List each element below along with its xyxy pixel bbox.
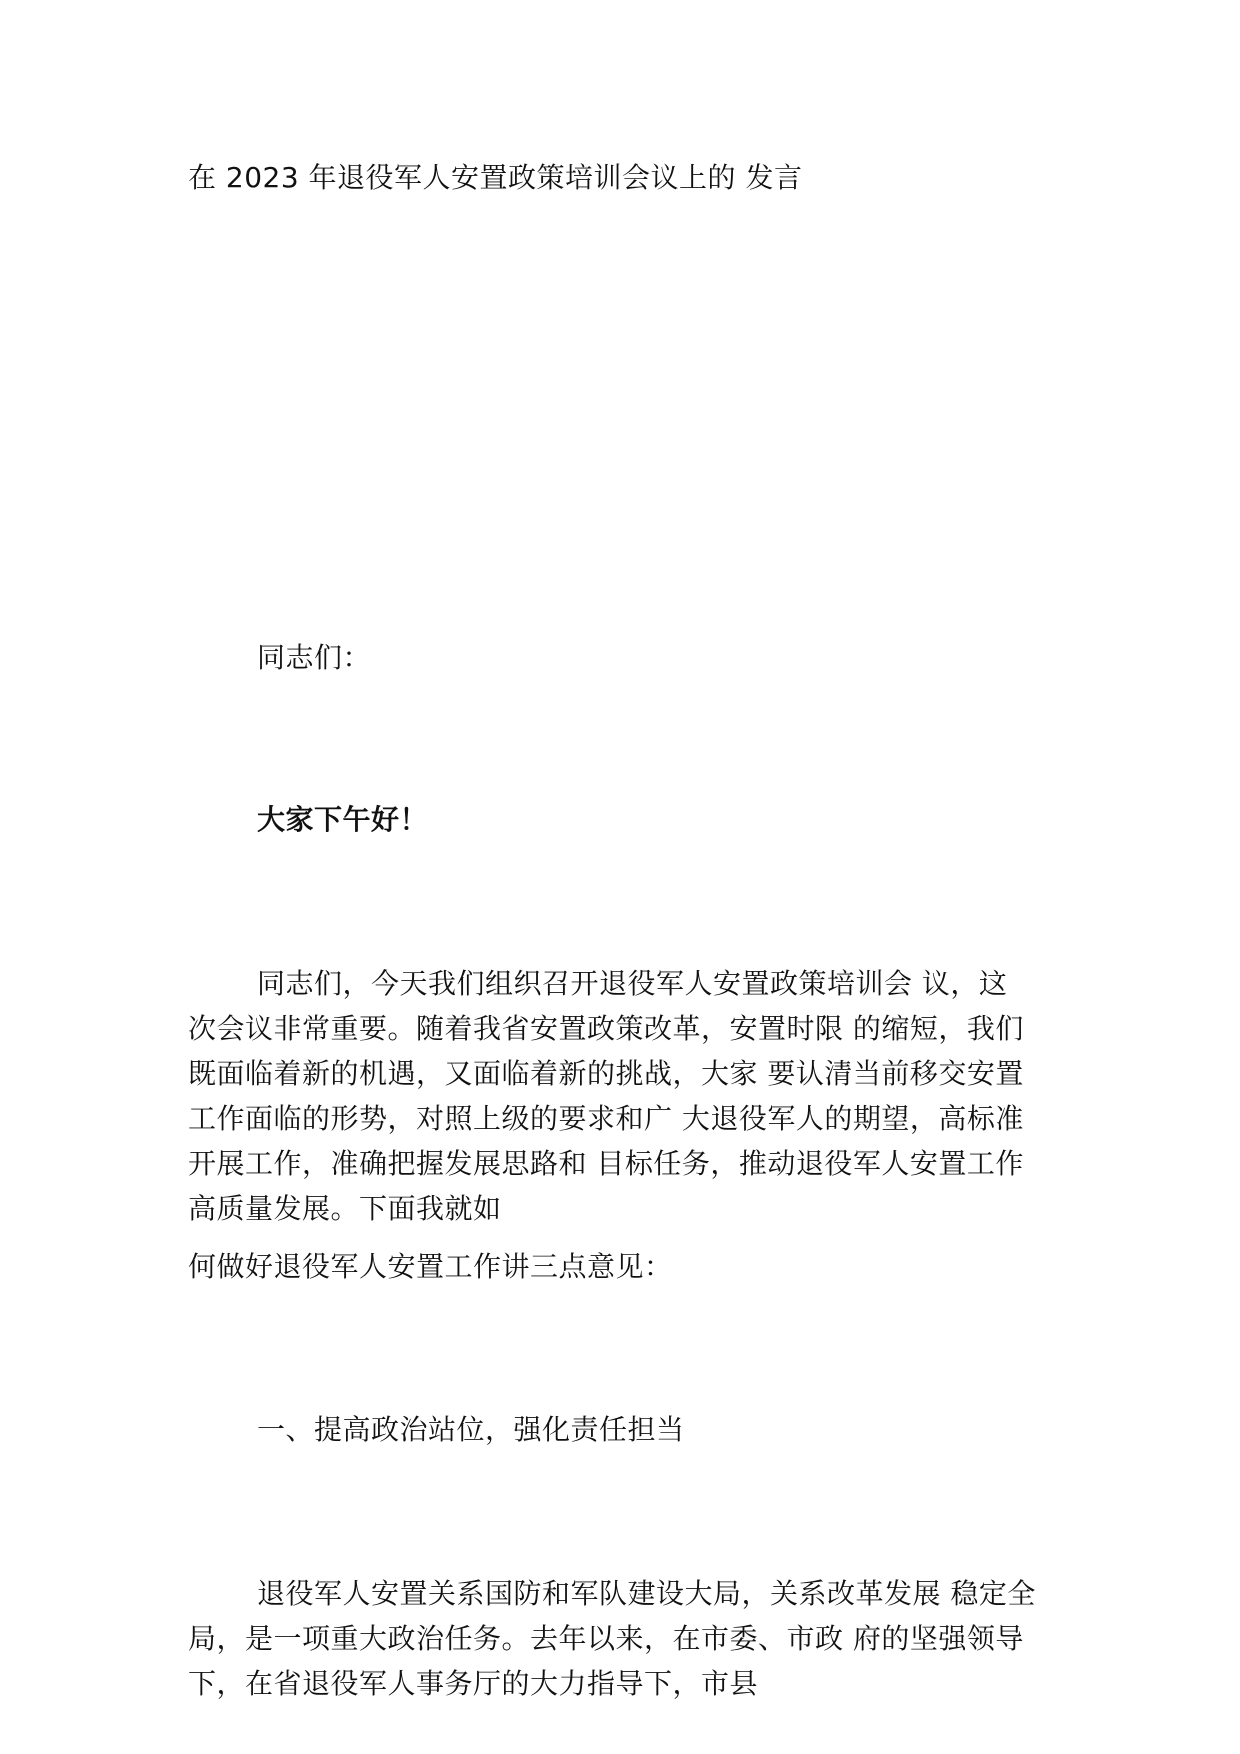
paragraph-line: 下，在省退役军人事务厅的大力指导下，市县 (188, 1667, 759, 1700)
paragraph-line: 退役军人安置关系国防和军队建设大局，关系改革发展 稳定全 (257, 1577, 1036, 1610)
greeting: 大家下午好！ (257, 803, 429, 836)
section-heading: 一、提高政治站位，强化责任担当 (257, 1413, 685, 1446)
paragraph-line: 开展工作，准确把握发展思路和 目标任务，推动退役军人安置工作 (188, 1147, 1024, 1180)
salutation: 同志们： (257, 641, 372, 674)
paragraph-line: 既面临着新的机遇，又面临着新的挑战，大家 要认清当前移交安置 (188, 1057, 1024, 1090)
paragraph-line: 局，是一项重大政治任务。去年以来，在市委、市政 府的坚强领导 (188, 1622, 1024, 1655)
paragraph-line: 工作面临的形势，对照上级的要求和广 大退役军人的期望，高标准 (188, 1102, 1024, 1135)
paragraph-line: 何做好退役军人安置工作讲三点意见： (188, 1250, 673, 1283)
paragraph-line: 次会议非常重要。随着我省安置政策改革，安置时限 的缩短，我们 (188, 1012, 1024, 1045)
paragraph-line: 同志们，今天我们组织召开退役军人安置政策培训会 议，这 (257, 967, 1008, 1000)
document-title: 在 2023 年退役军人安置政策培训会议上的 发言 (188, 161, 803, 194)
paragraph-line: 高质量发展。下面我就如 (188, 1192, 502, 1225)
